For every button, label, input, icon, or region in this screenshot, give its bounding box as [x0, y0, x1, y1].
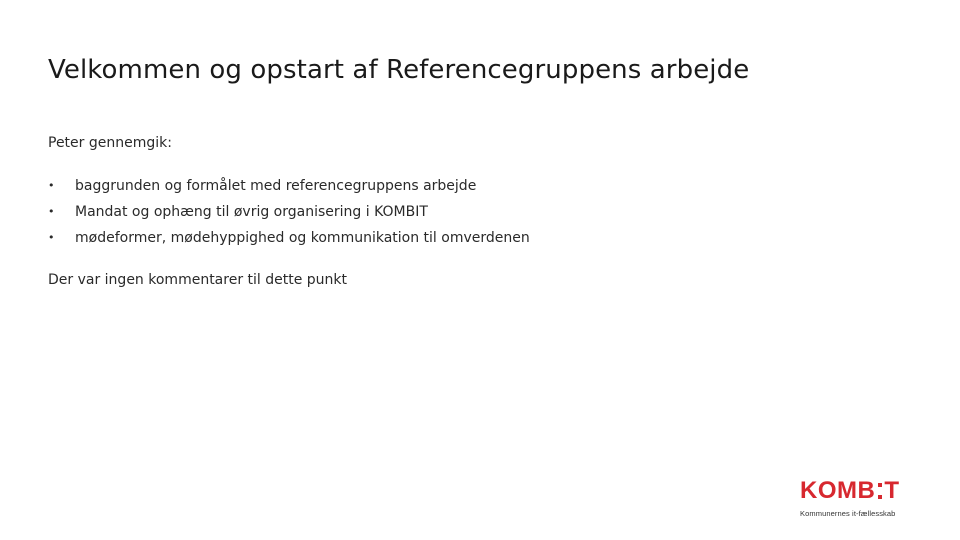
logo-tagline: Kommunernes it-fællesskab [800, 509, 896, 518]
logo-wordmark [800, 478, 922, 504]
bullet-icon: • [48, 205, 55, 218]
intro-text: Peter gennemgik: [48, 135, 172, 151]
slide-body [48, 133, 530, 290]
bullet-text: Mandat og ophæng til øvrig organisering i KOMBIT [75, 204, 428, 220]
bullet-text: mødeformer, mødehyppighed og kommunikation til omverdenen [75, 230, 530, 246]
slide-title: Velkommen og opstart af Referencegruppens arbejde [48, 55, 750, 86]
bullet-item [48, 228, 530, 254]
logo-word-left: KOMB [800, 477, 876, 504]
bullet-item [48, 202, 530, 228]
logo-colon-icon [878, 483, 882, 499]
bullet-icon: • [48, 231, 55, 244]
bullet-item [48, 176, 530, 202]
bullet-icon: • [48, 179, 55, 192]
bullet-text: baggrunden og formålet med referencegruppens arbejde [75, 178, 477, 194]
logo-word-right: T [884, 477, 900, 504]
bullet-list [48, 176, 530, 254]
outro-text: Der var ingen kommentarer til dette punkt [48, 272, 348, 288]
kombit-logo [800, 478, 922, 518]
